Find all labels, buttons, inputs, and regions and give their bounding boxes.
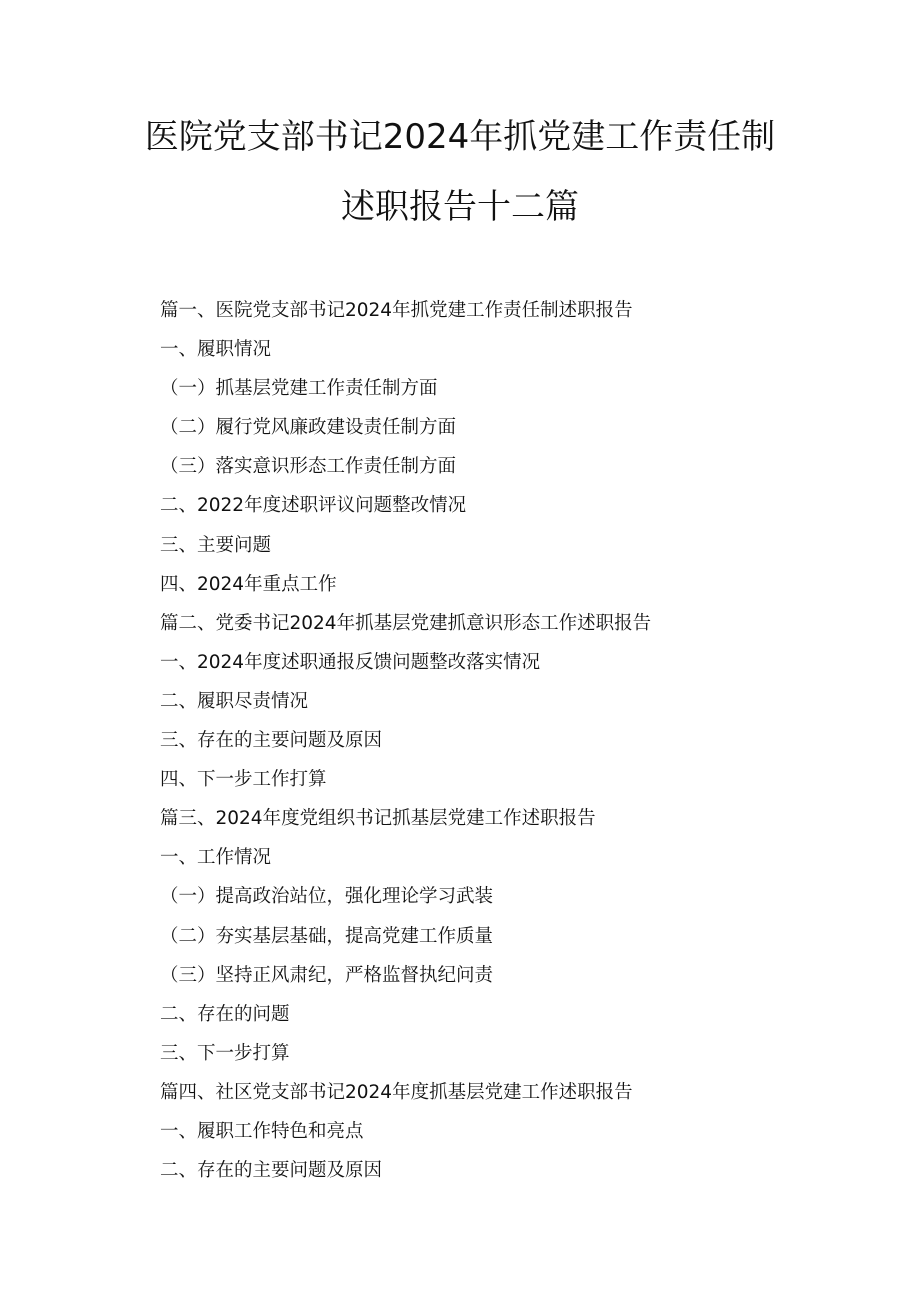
toc-line: （三）落实意识形态工作责任制方面 [160,456,457,478]
toc-line: 一、履职工作特色和亮点 [160,1120,364,1142]
toc-line: 二、存在的问题 [160,1003,290,1025]
toc-line: 四、2024年重点工作 [160,573,337,595]
toc-line: 二、履职尽责情况 [160,690,309,712]
toc-line: 四、下一步工作打算 [160,769,327,791]
table-of-contents [160,296,880,1195]
document-title-line-1: 医院党支部书记2024年抓党建工作责任制 [144,117,776,157]
toc-line: （二）履行党风廉政建设责任制方面 [160,417,457,439]
document-title-line-2: 述职报告十二篇 [341,187,579,227]
toc-line: （一）提高政治站位，强化理论学习武装 [160,886,494,908]
toc-line: 三、存在的主要问题及原因 [160,730,383,752]
toc-line: 二、存在的主要问题及原因 [160,1160,383,1182]
toc-line: （一）抓基层党建工作责任制方面 [160,378,438,400]
toc-line: 篇三、2024年度党组织书记抓基层党建工作述职报告 [160,808,596,830]
toc-line: （三）坚持正风肃纪，严格监督执纪问责 [160,964,494,986]
toc-line: 篇一、医院党支部书记2024年抓党建工作责任制述职报告 [160,300,633,321]
toc-line: 三、下一步打算 [160,1042,290,1064]
toc-line: 篇四、社区党支部书记2024年度抓基层党建工作述职报告 [160,1081,633,1103]
toc-line: 二、2022年度述职评议问题整改情况 [160,495,467,517]
toc-line: 一、工作情况 [160,847,272,869]
toc-line: 篇二、党委书记2024年抓基层党建抓意识形态工作述职报告 [160,612,652,634]
toc-line: 一、2024年度述职通报反馈问题整改落实情况 [160,651,541,673]
toc-line: 三、主要问题 [160,534,272,556]
toc-line: （二）夯实基层基础，提高党建工作质量 [160,925,494,947]
toc-line: 一、履职情况 [160,339,272,361]
